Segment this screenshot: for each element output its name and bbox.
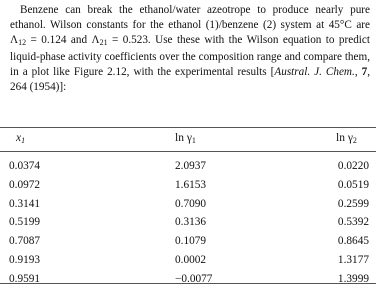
header-ln-gamma1 xyxy=(175,132,196,145)
header-x1-subscript: 1 xyxy=(21,136,26,145)
header-ln-gamma1-text: ln γ xyxy=(175,132,192,144)
problem-text-c: = 0.523. Use these with the Wilson equation to predict liquid-phase activity coefficients over the composition range and compare them, in a plot like Figure 2.12, with the experimental results [ xyxy=(10,34,370,78)
journal-volume: 7 xyxy=(361,66,368,78)
table-top-rule xyxy=(0,127,376,128)
header-ln-gamma1-subscript: 1 xyxy=(191,136,196,145)
header-ln-gamma2 xyxy=(336,132,357,145)
table-row xyxy=(0,179,376,198)
table-bottom-rule xyxy=(0,283,376,284)
table-body xyxy=(0,160,376,292)
cell-x1: 0.7087 xyxy=(9,235,41,248)
table-row xyxy=(0,254,376,273)
cell-ln-gamma1: 1.6153 xyxy=(175,178,207,191)
citation-comma: , xyxy=(354,66,362,78)
cell-ln-gamma1: 0.0002 xyxy=(175,253,207,266)
cell-ln-gamma1: 0.7090 xyxy=(175,197,207,210)
table-row xyxy=(0,198,376,217)
cell-x1: 0.0972 xyxy=(9,178,41,191)
lambda-21-subscript: 21 xyxy=(99,38,108,47)
cell-x1: 0.9591 xyxy=(9,272,41,285)
cell-ln-gamma1: −0.0077 xyxy=(175,272,213,285)
problem-text-b: = 0.124 and Λ xyxy=(26,34,100,46)
header-ln-gamma2-subscript: 2 xyxy=(352,136,357,145)
cell-ln-gamma1: 0.1079 xyxy=(175,235,207,248)
cell-ln-gamma2: 1.3999 xyxy=(337,272,369,285)
header-ln-gamma2-text: ln γ xyxy=(336,132,353,144)
cell-ln-gamma2: 0.2599 xyxy=(337,197,369,210)
cell-ln-gamma1: 0.3136 xyxy=(175,216,207,229)
cell-ln-gamma1: 2.0937 xyxy=(175,160,207,172)
problem-statement xyxy=(10,3,370,95)
problem-text-a: Benzene can break the ethanol/water azeotrope to produce nearly pure ethanol. Wilson constants for the ethanol (1)/benzene (2) system at 45°C are Λ xyxy=(10,4,370,46)
cell-x1: 0.5199 xyxy=(9,216,41,229)
header-x1-symbol: x xyxy=(16,132,22,144)
table-header-rule xyxy=(0,151,376,152)
problem-paragraph xyxy=(10,3,370,95)
cell-x1: 0.3141 xyxy=(9,197,41,210)
cell-ln-gamma2: 0.8645 xyxy=(337,235,369,248)
problem-text-d: , 264 (1954)]: xyxy=(10,66,371,93)
journal-name: Austral. J. Chem. xyxy=(274,66,355,78)
cell-ln-gamma2: 1.3177 xyxy=(337,253,369,266)
lambda-12-subscript: 12 xyxy=(18,38,27,47)
cell-ln-gamma2: 0.0220 xyxy=(337,160,369,172)
table-row xyxy=(0,160,376,179)
header-x1 xyxy=(16,132,25,145)
cell-ln-gamma2: 0.5392 xyxy=(337,216,369,229)
table-row xyxy=(0,216,376,235)
cell-x1: 0.0374 xyxy=(9,160,41,172)
table-row xyxy=(0,235,376,254)
cell-x1: 0.9193 xyxy=(9,253,41,266)
cell-ln-gamma2: 0.0519 xyxy=(337,178,369,191)
